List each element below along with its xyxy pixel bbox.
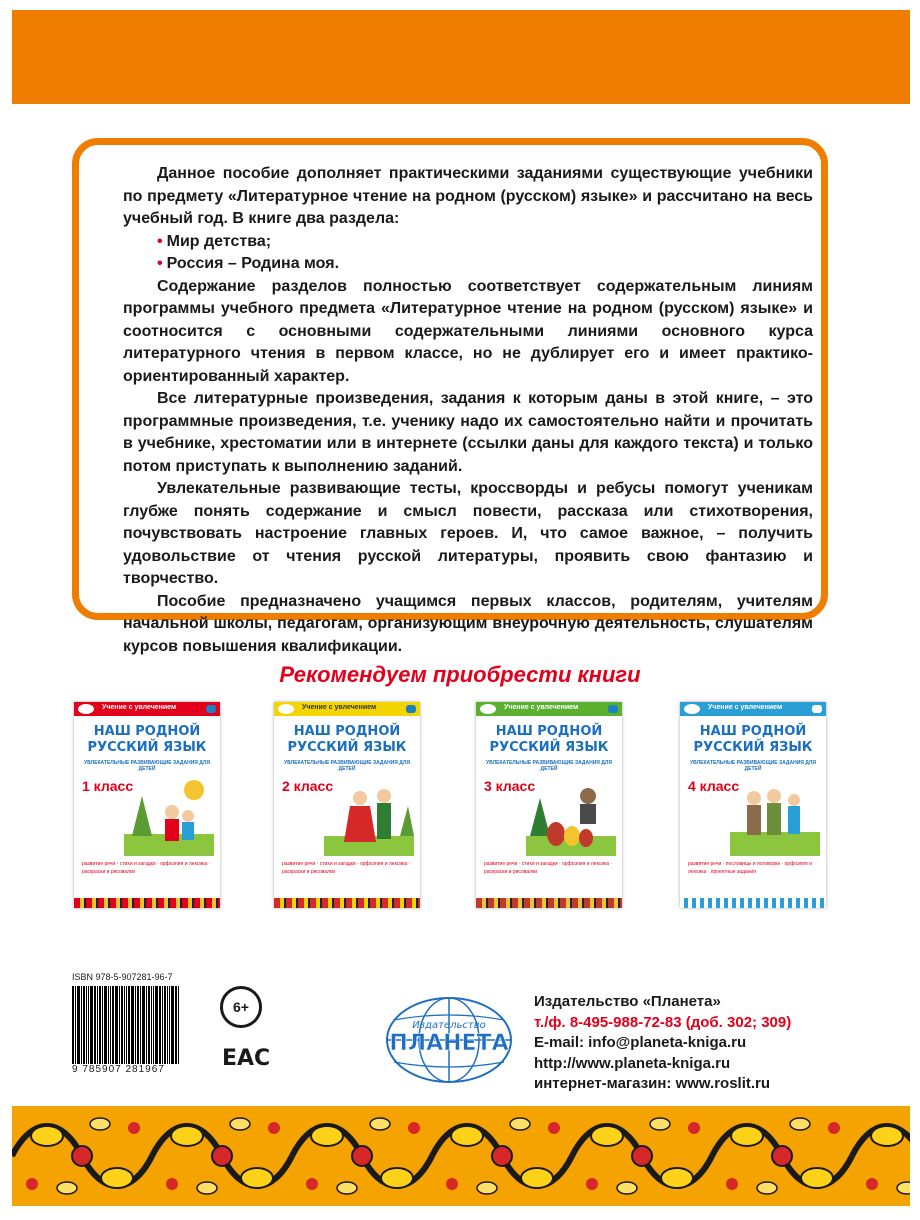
book-ornament: [274, 898, 420, 908]
book-cover-grade-4[interactable]: [680, 702, 826, 908]
book-subtitle: УВЛЕКАТЕЛЬНЫЕ РАЗВИВАЮЩИЕ ЗАДАНИЯ ДЛЯ ДЕТЕЙ: [690, 760, 816, 772]
book-ornament: [476, 898, 622, 908]
book-illustration-icon: [124, 776, 214, 856]
recommend-title: Рекомендуем приобрести книги: [279, 662, 641, 687]
book-illustration-icon: [526, 776, 616, 856]
book-title-line1: НАШ РОДНОЙ: [699, 724, 807, 739]
description-paragraph: Все литературные произведения, задания к которым даны в этой книге, – это программные произведения, т.е. ученику надо их самостоятельно найти и прочитать в учебнике, хрестоматии или в интернете (ссылки даны для каждого текста) и только потом приступать к выполнению заданий.: [123, 390, 813, 475]
book-grade: 4 класс: [688, 778, 740, 794]
book-title-line2: РУССКИЙ ЯЗЫК: [287, 740, 407, 755]
publisher-email[interactable]: E-mail: info@planeta-kniga.ru: [534, 1034, 747, 1051]
description-box: [72, 138, 828, 655]
description-paragraph: Увлекательные развивающие тесты, кроссворды и ребусы помогут ученикам глубже понять содержание и смысл повести, рассказа или стихотворения, почувствовать настроение главных героев. И, что самое важное, – получить удовольствие от чтения русской литературы, проявить свою фантазию и творчество.: [123, 480, 813, 587]
book-title-line2: РУССКИЙ ЯЗЫК: [693, 740, 813, 755]
publisher-phone: т./ф. 8-495-988-72-83 (доб. 302; 309): [534, 1013, 792, 1031]
book-subtitle: УВЛЕКАТЕЛЬНЫЕ РАЗВИВАЮЩИЕ ЗАДАНИЯ ДЛЯ ДЕТЕЙ: [284, 760, 410, 772]
isbn-text: ISBN 978-5-907281-96-7: [72, 972, 173, 982]
publisher-name: Издательство «Планета»: [534, 993, 721, 1010]
book-cover-grade-1[interactable]: [74, 702, 220, 908]
series-badge-icon: [406, 705, 416, 713]
series-badge-icon: [608, 705, 618, 713]
age-rating-badge: 6+: [220, 986, 262, 1028]
publisher-logo-name: ПЛАНЕТА: [389, 1031, 509, 1056]
book-illustration-icon: [730, 776, 820, 856]
ornament-icon: [12, 1106, 910, 1206]
section-item: [123, 253, 813, 276]
book-ornament: [74, 898, 220, 908]
book-ornament: [680, 898, 826, 908]
isbn-block: [72, 972, 208, 1084]
section-label: Мир детства;: [166, 232, 272, 250]
book-illustration-icon: [324, 776, 414, 856]
publisher-globe-logo-icon: [380, 990, 518, 1084]
book-tags: развитие речи · стихи и загадки · орфоэпия и лексика · раскраски и рисовалки: [82, 861, 211, 875]
book-title-line1: НАШ РОДНОЙ: [495, 724, 603, 739]
description-paragraph: Содержание разделов полностью соответствует содержательным линиям программы учебного предмета «Литературное чтение на родном (русском) языке» и соотносится с основными содержательными линиями основного курса литературного чтения в первом классе, но не дублирует его и имеет практико-ориентированный характер.: [123, 277, 813, 385]
eac-mark: ЕАС: [222, 1046, 271, 1071]
top-orange-band: [12, 10, 910, 104]
barcode-icon: [72, 986, 204, 1064]
book-series: Учение с увлечением: [302, 704, 377, 711]
series-badge-icon: [206, 705, 216, 713]
section-label: Россия – Родина моя.: [166, 255, 340, 272]
publisher-info: [534, 992, 791, 1095]
section-item: [123, 231, 813, 254]
book-cover-grade-3[interactable]: [476, 702, 622, 908]
book-series: Учение с увлечением: [102, 704, 177, 711]
book-title-line1: НАШ РОДНОЙ: [93, 724, 201, 739]
publisher-shop[interactable]: интернет-магазин: www.roslit.ru: [534, 1075, 771, 1092]
book-series: Учение с увлечением: [708, 704, 783, 711]
khokhloma-ornament-band: [12, 1106, 910, 1206]
book-subtitle: УВЛЕКАТЕЛЬНЫЕ РАЗВИВАЮЩИЕ ЗАДАНИЯ ДЛЯ ДЕТЕЙ: [84, 760, 210, 772]
publisher-logo-icon: [684, 704, 700, 714]
book-title-line2: РУССКИЙ ЯЗЫК: [87, 740, 207, 755]
book-grade: 3 класс: [484, 778, 536, 794]
series-badge-icon: [812, 705, 822, 713]
description-paragraph: Пособие предназначено учащимся первых классов, родителям, учителям начальной школы, педагогам, организующим внеурочную деятельность, слушателям курсов повышения квалификации.: [123, 592, 813, 655]
publisher-logo-icon: [480, 704, 496, 714]
book-subtitle: УВЛЕКАТЕЛЬНЫЕ РАЗВИВАЮЩИЕ ЗАДАНИЯ ДЛЯ ДЕТЕЙ: [486, 760, 612, 772]
barcode-number: 9 785907 281967: [72, 1064, 165, 1075]
book-grade: 1 класс: [82, 778, 134, 794]
book-series: Учение с увлечением: [504, 704, 579, 711]
publisher-site[interactable]: http://www.planeta-kniga.ru: [534, 1054, 731, 1072]
publisher-logo-icon: [278, 704, 294, 714]
bullet-icon: •: [157, 255, 163, 272]
description-paragraph: Данное пособие дополняет практическими заданиями существующие учебники по предмету «Литературное чтение на родном (русском) языке» и рассчитано на весь учебный год. В книге два раздела:: [123, 165, 813, 227]
book-tags: развитие речи · стихи и загадки · орфоэпия и лексика · раскраски и рисовалки: [484, 861, 613, 875]
book-cover-grade-2[interactable]: [274, 702, 420, 908]
bullet-icon: •: [157, 232, 163, 250]
book-title-line1: НАШ РОДНОЙ: [293, 724, 401, 739]
description-text: [123, 163, 813, 658]
book-tags: развитие речи · стихи и загадки · орфоэпия и лексика · раскраски и рисовалки: [282, 861, 411, 875]
book-title-line2: РУССКИЙ ЯЗЫК: [489, 740, 609, 755]
book-tags: развитие речи · пословицы и поговорки · орфоэпия и лексика · проектные задания: [688, 861, 812, 875]
publisher-logo-icon: [78, 704, 94, 714]
publisher-logo-top: Издательство: [412, 1020, 486, 1031]
book-grade: 2 класс: [282, 778, 334, 794]
